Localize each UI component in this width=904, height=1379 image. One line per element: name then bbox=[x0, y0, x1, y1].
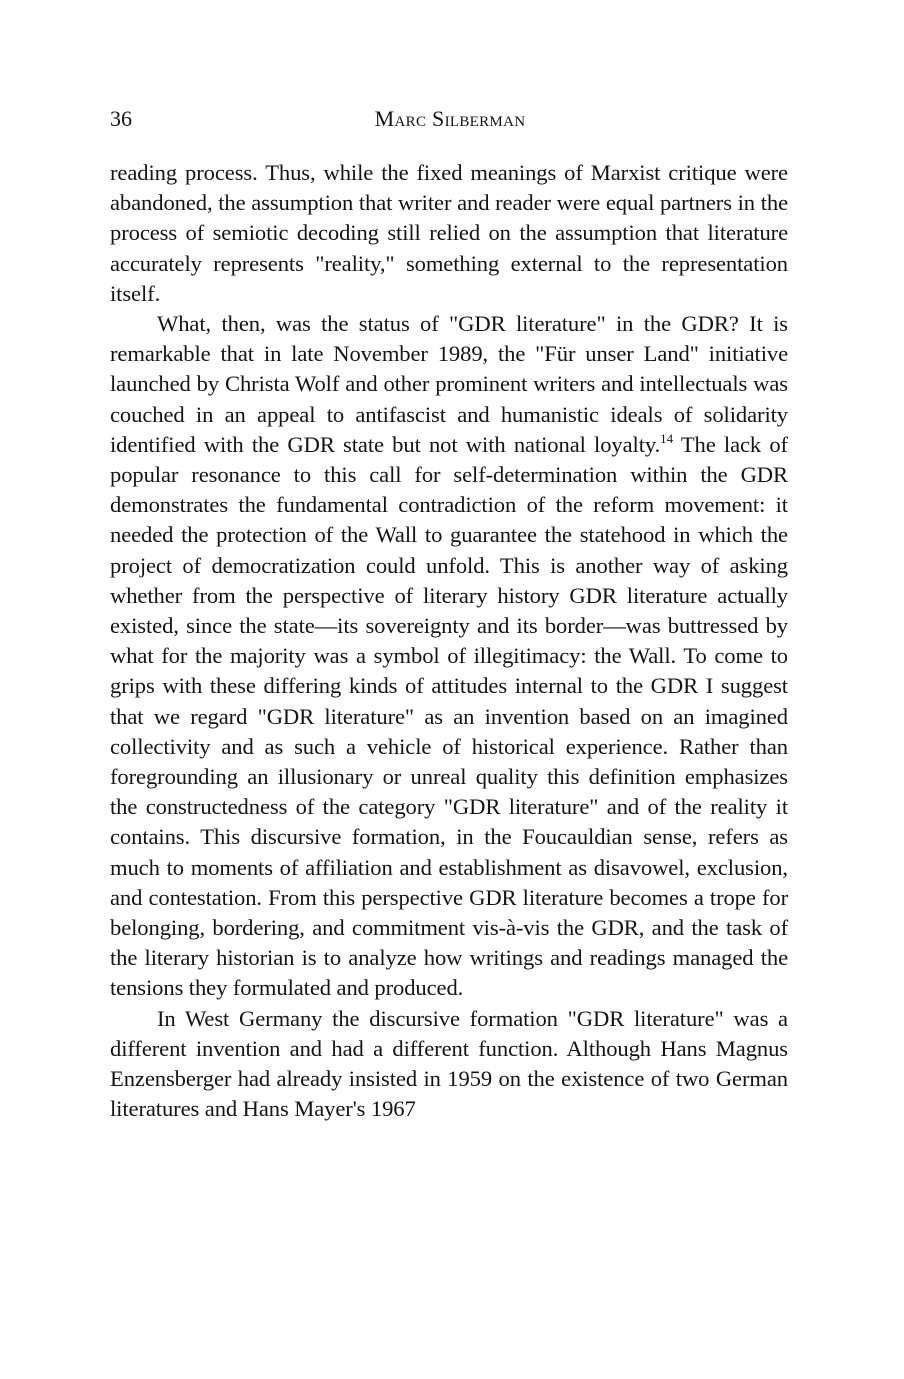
paragraph-3: In West Germany the discursive formation "GDR literature" was a different invention and had a different function. Although Hans Magnus Enzensberger had already insisted in 1959 on the existence of two German literatures and Hans Mayer's 1967 bbox=[110, 1005, 788, 1122]
body-text bbox=[110, 158, 788, 1125]
page-number: 36 bbox=[110, 106, 132, 131]
paragraph-2 bbox=[110, 309, 788, 1004]
running-head bbox=[110, 102, 790, 136]
paragraph-1: reading process. Thus, while the fixed meanings of Marxist critique were abandoned, the assumption that writer and reader were equal partners in the process of semiotic decoding still relied on the assumption that literature accurately represents "reality," something external to the representation itself. bbox=[110, 160, 788, 306]
footnote-ref-14[interactable]: 14 bbox=[660, 430, 673, 446]
paragraph-2-text-a: What, then, was the status of "GDR literature" in the GDR? It is remarkable that in late November 1989, the "Für unser Land" initiative launched by Christa Wolf and other prominent writers and intellectuals was couched in an appeal to antifascist and humanistic ideals of solidarity identified with the GDR state but not with national loyalty. bbox=[110, 311, 788, 457]
running-title: Marc Silberman bbox=[374, 106, 526, 131]
paragraph-2-text-b: The lack of popular resonance to this call for self-determination within the GDR demonstrates the fundamental contradiction of the reform movement: it needed the protection of the Wall to guarantee the statehood in which the project of democratization could unfold. This is another way of asking whether from the perspective of literary history GDR literature actually existed, since the state—its sovereignty and its border—was buttressed by what for the majority was a symbol of illegitimacy: the Wall. To come to grips with these differing kinds of attitudes internal to the GDR I suggest that we regard "GDR literature" as an invention based on an imagined collectivity and as such a vehicle of historical experience. Rather than foregrounding an illusionary or unreal quality this definition emphasizes the constructedness of the category "GDR literature" and of the reality it contains. This discursive formation, in the Foucauldian sense, refers as much to moments of affiliation and establishment as disavowel, exclusion, and contestation. From this perspective GDR literature becomes a trope for belonging, bordering, and commitment vis-à-vis the GDR, and the task of the literary historian is to analyze how writings and readings managed the tensions they formulated and produced. bbox=[110, 431, 788, 1001]
